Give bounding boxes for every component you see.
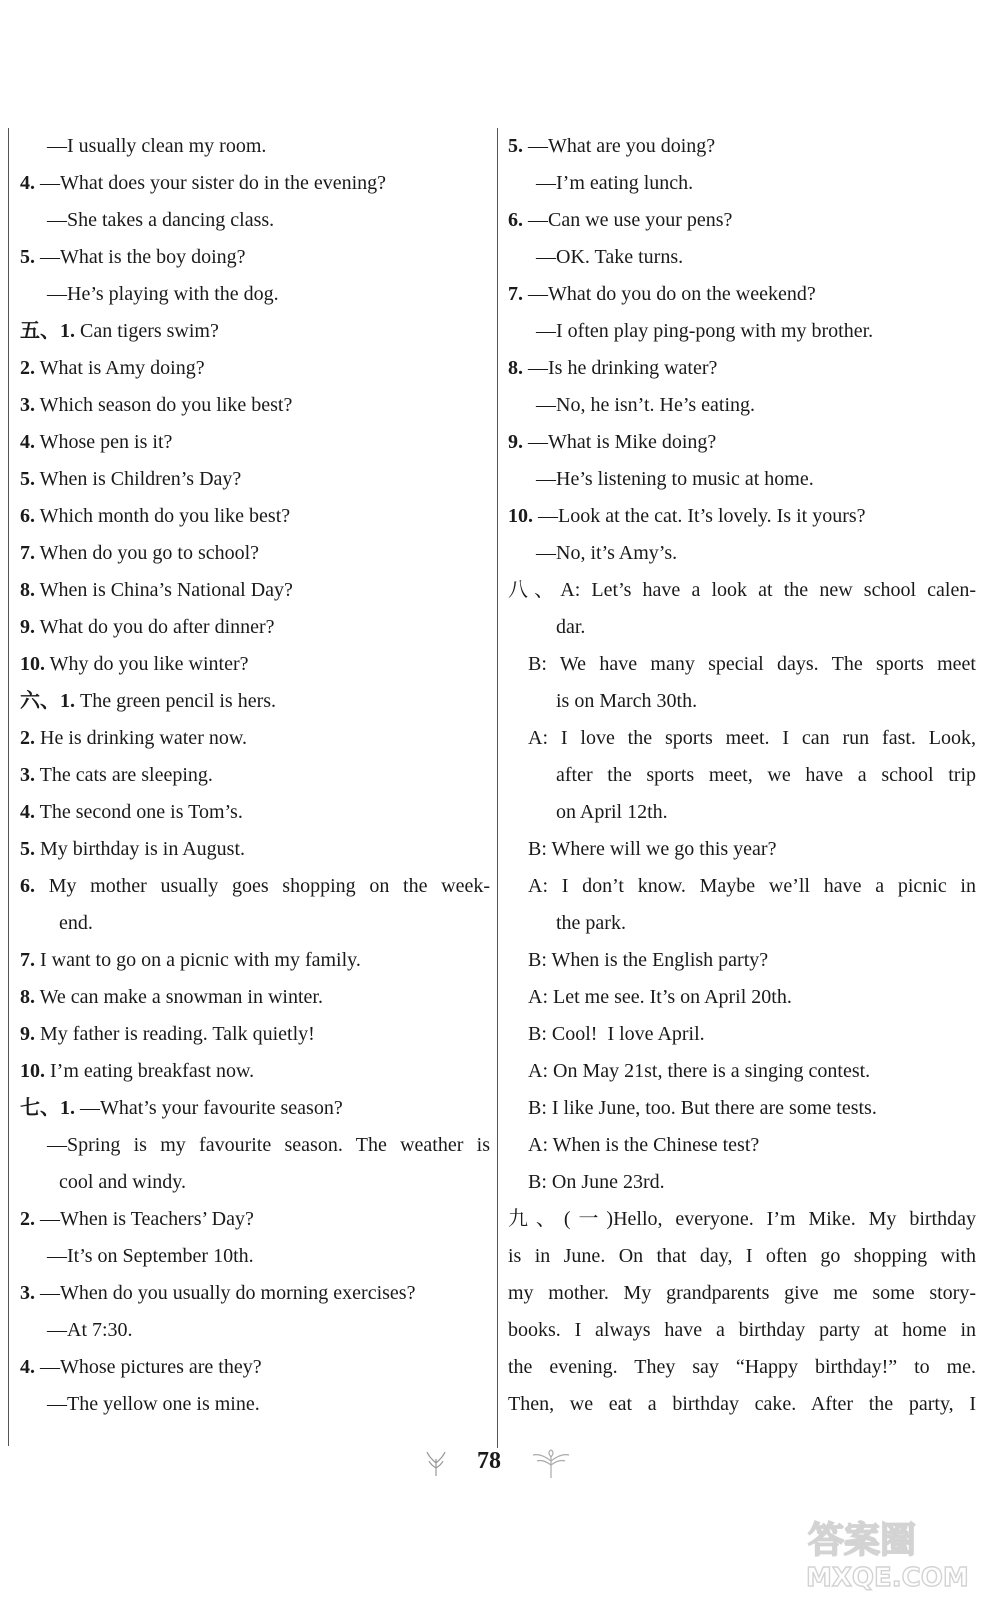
line-text: Then, we eat a birthday cake. After the party, I <box>508 1393 976 1415</box>
right-text-line <box>508 535 976 572</box>
right-text-line <box>508 1127 976 1164</box>
line-text: —I usually clean my room. <box>47 135 267 157</box>
line-text: —What’s your favourite season? <box>75 1097 343 1119</box>
item-number: 3. <box>20 764 35 786</box>
line-text: —No, it’s Amy’s. <box>536 542 678 564</box>
right-text-line <box>508 1090 976 1127</box>
left-column <box>20 128 490 1423</box>
line-text: My mother usually goes shopping on the week- <box>35 875 490 897</box>
line-text: after the sports meet, we have a school trip <box>556 764 976 786</box>
item-number: 2. <box>20 357 35 379</box>
item-number: 4. <box>20 172 35 194</box>
line-text: I want to go on a picnic with my family. <box>35 949 361 971</box>
line-text: —Can we use your pens? <box>523 209 733 231</box>
item-number: 2. <box>20 727 35 749</box>
left-text-line <box>20 683 490 720</box>
line-text: A: I don’t know. Maybe we’ll have a picnic in <box>528 875 976 897</box>
item-number: 7. <box>20 542 35 564</box>
line-text: —Whose pictures are they? <box>35 1356 262 1378</box>
line-text: Can tigers swim? <box>75 320 219 342</box>
item-number: 5. <box>20 468 35 490</box>
left-text-line <box>20 1090 490 1127</box>
line-text: A: When is the Chinese test? <box>528 1134 760 1156</box>
item-number: 七、1. <box>20 1097 75 1119</box>
left-text-line <box>20 202 490 239</box>
item-number: 10. <box>508 505 533 527</box>
leaf-ornament-icon <box>531 1449 571 1479</box>
right-text-line <box>508 794 976 831</box>
left-text-line <box>20 942 490 979</box>
line-text: —When is Teachers’ Day? <box>35 1208 254 1230</box>
line-text: My father is reading. Talk quietly! <box>35 1023 315 1045</box>
line-text: —He’s playing with the dog. <box>47 283 279 305</box>
item-number: 8. <box>20 579 35 601</box>
left-text-line <box>20 1164 490 1201</box>
item-number: 9. <box>20 616 35 638</box>
right-text-line <box>508 239 976 276</box>
line-text: —When do you usually do morning exercises? <box>35 1282 416 1304</box>
right-text-line <box>508 572 976 609</box>
line-text: B: On June 23rd. <box>528 1171 665 1193</box>
line-text: When is Children’s Day? <box>35 468 242 490</box>
left-text-line <box>20 1275 490 1312</box>
right-text-line <box>508 165 976 202</box>
right-text-line <box>508 979 976 1016</box>
item-number: 8. <box>20 986 35 1008</box>
right-text-line <box>508 313 976 350</box>
left-text-line <box>20 313 490 350</box>
left-text-line <box>20 609 490 646</box>
line-text: —Look at the cat. It’s lovely. Is it yours? <box>533 505 866 527</box>
line-text: end. <box>59 912 93 934</box>
line-text: B: We have many special days. The sports meet <box>528 653 976 675</box>
left-text-line <box>20 794 490 831</box>
line-text: —What do you do on the weekend? <box>523 283 816 305</box>
left-text-line <box>20 1349 490 1386</box>
line-text: A: I love the sports meet. I can run fast. Look, <box>528 727 976 749</box>
line-text: B: Cool! I love April. <box>528 1023 705 1045</box>
right-text-line <box>508 1201 976 1238</box>
line-text: —No, he isn’t. He’s eating. <box>536 394 756 416</box>
line-text: Whose pen is it? <box>35 431 173 453</box>
line-text: —It’s on September 10th. <box>47 1245 254 1267</box>
item-number: 五、1. <box>20 320 75 342</box>
left-text-line <box>20 424 490 461</box>
right-text-line <box>508 1016 976 1053</box>
left-text-line <box>20 1312 490 1349</box>
left-text-line <box>20 350 490 387</box>
item-number: 6. <box>20 505 35 527</box>
line-text: My birthday is in August. <box>35 838 246 860</box>
item-number: 5. <box>20 838 35 860</box>
line-text: —He’s listening to music at home. <box>536 468 814 490</box>
left-text-line <box>20 128 490 165</box>
left-text-line <box>20 572 490 609</box>
right-text-line <box>508 757 976 794</box>
line-text: —I’m eating lunch. <box>536 172 694 194</box>
item-number: 8. <box>508 357 523 379</box>
right-text-line <box>508 1275 976 1312</box>
line-text: B: I like June, too. But there are some tests. <box>528 1097 877 1119</box>
item-number: 7. <box>508 283 523 305</box>
line-text: books. I always have a birthday party at home in <box>508 1319 976 1341</box>
line-text: The cats are sleeping. <box>35 764 213 786</box>
right-text-line <box>508 1312 976 1349</box>
line-text: 九、(一)Hello, everyone. I’m Mike. My birthday <box>508 1208 976 1230</box>
item-number: 2. <box>20 1208 35 1230</box>
line-text: —OK. Take turns. <box>536 246 684 268</box>
right-text-line <box>508 1164 976 1201</box>
item-number: 3. <box>20 1282 35 1304</box>
right-text-line <box>508 350 976 387</box>
left-text-line <box>20 461 490 498</box>
left-text-line <box>20 831 490 868</box>
line-text: A: Let me see. It’s on April 20th. <box>528 986 792 1008</box>
line-text: —At 7:30. <box>47 1319 133 1341</box>
line-text: dar. <box>556 616 586 638</box>
item-number: 10. <box>20 1060 45 1082</box>
line-text: A: On May 21st, there is a singing contest. <box>528 1060 871 1082</box>
item-number: 4. <box>20 1356 35 1378</box>
left-text-line <box>20 498 490 535</box>
right-column <box>508 128 976 1423</box>
line-text: —Spring is my favourite season. The weather is <box>47 1134 490 1156</box>
line-text: B: When is the English party? <box>528 949 769 971</box>
right-text-line <box>508 276 976 313</box>
line-text: my mother. My grandparents give me some story- <box>508 1282 976 1304</box>
line-text: Which month do you like best? <box>35 505 291 527</box>
left-text-line <box>20 905 490 942</box>
line-text: —What is the boy doing? <box>35 246 246 268</box>
line-text: Why do you like winter? <box>45 653 249 675</box>
line-text: is in June. On that day, I often go shopping with <box>508 1245 976 1267</box>
left-text-line <box>20 1016 490 1053</box>
left-text-line <box>20 1053 490 1090</box>
line-text: What is Amy doing? <box>35 357 205 379</box>
item-number: 9. <box>508 431 523 453</box>
line-text: —What does your sister do in the evening? <box>35 172 387 194</box>
item-number: 六、1. <box>20 690 75 712</box>
line-text: He is drinking water now. <box>35 727 247 749</box>
line-text: We can make a snowman in winter. <box>35 986 323 1008</box>
right-text-line <box>508 1238 976 1275</box>
item-number: 5. <box>20 246 35 268</box>
right-text-line <box>508 128 976 165</box>
left-text-line <box>20 646 490 683</box>
line-text: 八、A: Let’s have a look at the new school calen- <box>508 579 976 601</box>
item-number: 7. <box>20 949 35 971</box>
page-footer <box>0 1436 996 1486</box>
page-number: 78 <box>477 1448 501 1474</box>
right-text-line <box>508 1386 976 1423</box>
line-text: on April 12th. <box>556 801 668 823</box>
line-text: —Is he drinking water? <box>523 357 718 379</box>
left-text-line <box>20 720 490 757</box>
line-text: —The yellow one is mine. <box>47 1393 260 1415</box>
right-text-line <box>508 942 976 979</box>
line-text: —What are you doing? <box>523 135 716 157</box>
item-number: 9. <box>20 1023 35 1045</box>
right-text-line <box>508 1349 976 1386</box>
watermark-top: 答案圈 <box>808 1520 917 1561</box>
left-text-line <box>20 1127 490 1164</box>
left-text-line <box>20 1238 490 1275</box>
item-number: 4. <box>20 431 35 453</box>
line-text: B: Where will we go this year? <box>528 838 777 860</box>
left-text-line <box>20 239 490 276</box>
right-text-line <box>508 720 976 757</box>
line-text: —I often play ping-pong with my brother. <box>536 320 874 342</box>
line-text: —What is Mike doing? <box>523 431 717 453</box>
left-text-line <box>20 1201 490 1238</box>
left-text-line <box>20 1386 490 1423</box>
line-text: When do you go to school? <box>35 542 260 564</box>
left-text-line <box>20 868 490 905</box>
line-text: The green pencil is hers. <box>75 690 277 712</box>
left-text-line <box>20 535 490 572</box>
left-text-line <box>20 979 490 1016</box>
leaf-ornament-icon <box>425 1451 447 1477</box>
right-text-line <box>508 831 976 868</box>
right-text-line <box>508 202 976 239</box>
line-text: When is China’s National Day? <box>35 579 293 601</box>
line-text: cool and windy. <box>59 1171 187 1193</box>
line-text: —She takes a dancing class. <box>47 209 275 231</box>
left-text-line <box>20 276 490 313</box>
item-number: 6. <box>20 875 35 897</box>
right-text-line <box>508 646 976 683</box>
line-text: The second one is Tom’s. <box>35 801 243 823</box>
item-number: 4. <box>20 801 35 823</box>
right-text-line <box>508 461 976 498</box>
line-text: is on March 30th. <box>556 690 698 712</box>
left-text-line <box>20 757 490 794</box>
line-text: Which season do you like best? <box>35 394 293 416</box>
item-number: 6. <box>508 209 523 231</box>
right-text-line <box>508 683 976 720</box>
left-text-line <box>20 165 490 202</box>
right-text-line <box>508 1053 976 1090</box>
item-number: 10. <box>20 653 45 675</box>
line-text: I’m eating breakfast now. <box>45 1060 255 1082</box>
right-text-line <box>508 905 976 942</box>
left-text-line <box>20 387 490 424</box>
right-text-line <box>508 498 976 535</box>
line-text: What do you do after dinner? <box>35 616 275 638</box>
watermark-logo <box>802 1512 972 1592</box>
watermark-bottom: MXQE.COM <box>806 1563 969 1592</box>
line-text: the park. <box>556 912 626 934</box>
line-text: the evening. They say “Happy birthday!” to me. <box>508 1356 976 1378</box>
item-number: 5. <box>508 135 523 157</box>
right-text-line <box>508 387 976 424</box>
right-text-line <box>508 424 976 461</box>
item-number: 3. <box>20 394 35 416</box>
right-text-line <box>508 868 976 905</box>
right-text-line <box>508 609 976 646</box>
